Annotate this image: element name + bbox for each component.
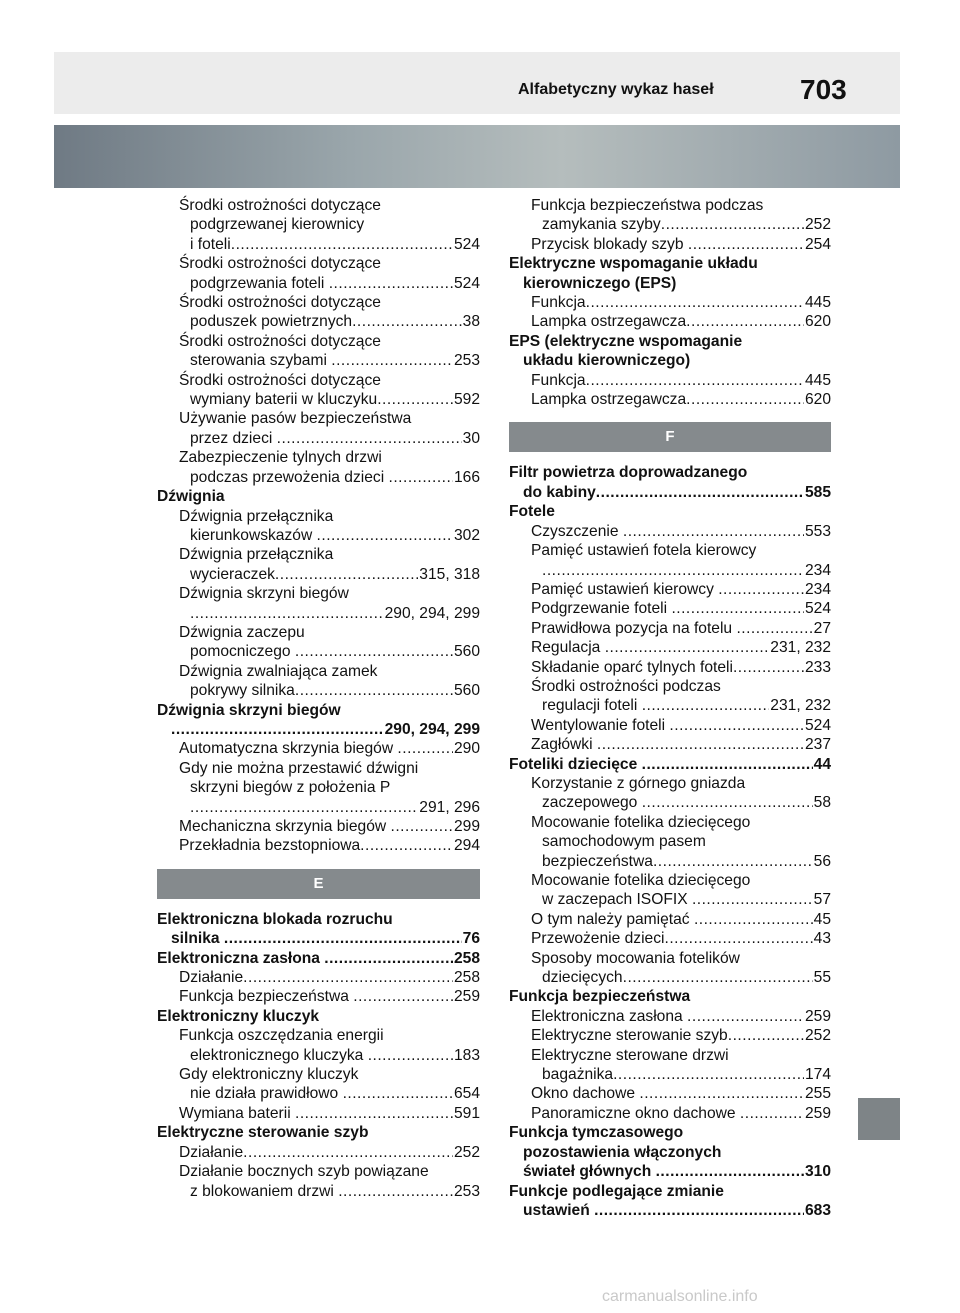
page-reference: 57 [813,891,831,909]
dot-leader [733,658,804,677]
index-entry-sub [509,910,831,929]
index-entry-sub [157,274,480,293]
dot-leader [669,716,804,735]
dot-leader [275,565,418,584]
index-entry-sub: Sposoby mocowania fotelików [531,949,740,967]
index-entry-sub [509,658,831,677]
index-entry-main: Elektryczne sterowanie szyb [157,1124,369,1142]
dot-leader [686,312,804,331]
page-reference: 253 [453,1182,480,1200]
index-entry-main: Filtr powietrza doprowadzanego [509,464,748,482]
dot-leader [397,739,453,758]
index-entry-sub: Środki ostrożności dotyczące [179,255,381,273]
index-entry-main: Elektroniczna blokada rozruchu [157,910,393,928]
entry-text: Elektryczne sterowanie szyb [531,1027,728,1045]
index-entry-sub [157,468,480,487]
index-entry-sub [157,1143,480,1162]
index-entry-main: kierowniczego (EPS) [523,274,677,292]
dot-leader [295,681,453,700]
page-reference: 524 [804,716,831,734]
page-reference: 252 [804,1027,831,1045]
dot-leader [295,642,453,661]
entry-text: dziecięcych [542,969,623,987]
index-entry-sub [157,390,480,409]
page-reference: 560 [453,682,480,700]
index-entry-sub: Dźwignia skrzyni biegów [179,585,349,603]
page-reference: 254 [804,235,831,253]
entry-text: pokrywy silnika [190,682,295,700]
entry-text: przez dzieci [190,429,277,447]
dot-leader [688,235,804,254]
dot-leader [605,638,770,657]
index-entry-sub [509,929,831,948]
index-entry-main: EPS (elektryczne wspomaganie [509,332,743,350]
index-entry-sub [509,619,831,638]
page-reference: 259 [453,988,480,1006]
index-entry-sub [509,580,831,599]
page-reference: 560 [453,643,480,661]
entry-text: Elektroniczna zasłona [531,1007,688,1025]
page-reference: 55 [813,969,831,987]
dot-leader [594,1201,804,1220]
page-reference: 231, 232 [770,639,831,657]
dot-leader [661,215,804,234]
index-entry-main [157,949,480,968]
entry-text: Wentylowanie foteli [531,716,670,734]
page-reference: 233 [804,658,831,676]
dot-leader [687,1007,804,1026]
index-column-right [509,196,831,1220]
dot-leader [656,1162,804,1181]
index-entry-main: Elektryczne wspomaganie układu [509,255,758,273]
dot-leader [331,351,453,370]
index-entry-sub [509,215,831,234]
dot-leader [317,526,453,545]
dot-leader [728,1026,804,1045]
index-entry-sub [157,681,480,700]
entry-text: Funkcja bezpieczeństwa [179,988,354,1006]
index-entry-sub [509,1026,831,1045]
index-entry-main: układu kierowniczego) [523,352,691,370]
page-reference: 259 [804,1104,831,1122]
entry-text: wycieraczek [190,565,275,583]
index-entry-sub [509,561,831,580]
index-entry-main: Funkcje podlegające zmianie [509,1182,724,1200]
dot-leader [224,929,462,948]
entry-text: świateł głównych [523,1163,656,1181]
page-reference: 524 [804,600,831,618]
index-entry-main [509,483,831,502]
page-reference: 553 [804,522,831,540]
index-entry-sub [157,429,480,448]
index-entry-sub [157,739,480,758]
page-reference: 524 [453,274,480,292]
entry-text: silnika [171,930,224,948]
index-entry-sub: samochodowym pasem [542,833,706,851]
index-entry-sub [157,235,480,254]
dot-leader [353,987,453,1006]
index-entry-sub [509,1007,831,1026]
index-entry-sub [509,852,831,871]
index-entry-main: Elektroniczny kluczyk [157,1007,320,1025]
dot-leader [368,1046,453,1065]
page-reference: 310 [804,1163,831,1181]
dot-leader [664,929,812,948]
index-entry-sub [157,1104,480,1123]
dot-leader [653,852,813,871]
index-entry-sub [157,565,480,584]
page-reference: 76 [462,930,480,948]
index-entry-sub [509,293,831,312]
entry-text: O tym należy pamiętać [531,910,694,928]
index-entry-main: Funkcja bezpieczeństwa [509,988,691,1006]
dot-leader [338,1182,453,1201]
dot-leader [190,798,418,817]
index-entry-sub: Dźwignia przełącznika [179,507,334,525]
dot-leader [243,968,453,987]
dot-leader [377,390,453,409]
page-reference: 294 [453,837,480,855]
page-reference: 258 [453,969,480,987]
dot-leader [586,371,804,390]
dot-leader [623,968,813,987]
index-entry-sub: Korzystanie z górnego gniazda [531,774,746,792]
entry-text: z blokowaniem drzwi [190,1182,339,1200]
entry-text: Lampka ostrzegawcza [531,313,687,331]
dot-leader [295,1104,453,1123]
page-reference: 258 [453,949,480,967]
page-reference: 174 [804,1066,831,1084]
dot-leader [243,1143,453,1162]
page-reference: 252 [453,1143,480,1161]
entry-text: elektronicznego kluczyka [190,1046,368,1064]
page-reference: 445 [804,294,831,312]
index-entry-sub: Działanie bocznych szyb powiązane [179,1163,429,1181]
entry-text: Przycisk blokady szyb [531,235,688,253]
dot-leader [329,274,453,293]
page-reference: 30 [462,429,480,447]
entry-text: Lampka ostrzegawcza [531,391,687,409]
index-entry-sub [157,987,480,1006]
index-entry-sub [157,642,480,661]
dot-leader [642,696,770,715]
index-entry-sub [157,1182,480,1201]
index-entry-sub [509,735,831,754]
index-entry-sub: Środki ostrożności dotyczące [179,294,381,312]
page-reference: 591 [453,1104,480,1122]
page-reference: 38 [462,313,480,331]
page-reference: 43 [813,930,831,948]
entry-text: zaczepowego [542,794,642,812]
index-entry-sub: Dźwignia przełącznika [179,546,334,564]
index-entry-sub: podgrzewanej kierownicy [190,216,365,234]
entry-text: bagażnika [542,1066,614,1084]
index-entry-sub [157,526,480,545]
index-entry-sub [157,604,480,623]
section-header: F [509,422,831,452]
dot-leader [171,720,384,739]
entry-text: poduszek powietrznych [190,313,353,331]
entry-text: Składanie oparć tylnych foteli [531,658,733,676]
page-reference: 654 [453,1085,480,1103]
page-reference: 290, 294, 299 [384,604,480,622]
dot-leader [596,483,804,502]
dot-leader [231,235,453,254]
index-entry-sub: Zabezpieczenie tylnych drzwi [179,449,382,467]
entry-text: zamykania szyby [542,216,661,234]
page-reference: 290, 294, 299 [384,720,480,738]
index-entry-sub [509,371,831,390]
index-entry-sub: Dźwignia zaczepu [179,623,305,641]
header-band [54,52,900,114]
index-entry-sub [509,390,831,409]
page-reference: 315, 318 [419,565,480,583]
page-reference: 592 [453,391,480,409]
index-entry-main [509,1162,831,1181]
index-entry-sub: Elektryczne sterowane drzwi [531,1046,729,1064]
index-entry-main [157,929,480,948]
index-entry-sub [157,817,480,836]
index-entry-sub: Używanie pasów bezpieczeństwa [179,410,412,428]
index-entry-sub [509,1084,831,1103]
dot-leader [542,561,804,580]
index-entry-sub [509,696,831,715]
index-entry-sub: skrzyni biegów z położenia P [190,779,391,797]
page-reference: 290 [453,740,480,758]
dot-leader [343,1084,453,1103]
index-entry-sub [509,1065,831,1084]
dot-leader [740,1104,804,1123]
index-entry-sub: Środki ostrożności dotyczące [179,371,381,389]
entry-text: do kabiny [523,483,596,501]
index-entry-sub [157,1046,480,1065]
page-number: 703 [800,74,847,105]
index-entry-sub: Gdy nie można przestawić dźwigni [179,759,419,777]
dot-leader [686,390,804,409]
index-entry-sub: Dźwignia zwalniająca zamek [179,662,378,680]
index-entry-sub [157,1084,480,1103]
dot-leader [613,1065,804,1084]
page-reference: 683 [804,1201,831,1219]
decorative-gradient-bar [54,125,900,188]
page-reference: 445 [804,371,831,389]
dot-leader [597,735,804,754]
section-header: E [157,869,480,899]
dot-leader [586,293,804,312]
index-entry-sub [509,1104,831,1123]
entry-text: pomocniczego [190,643,295,661]
page-reference: 166 [453,468,480,486]
dot-leader [642,793,813,812]
dot-leader [360,836,453,855]
page-reference: 183 [453,1046,480,1064]
index-entry-sub: Środki ostrożności dotyczące [179,197,381,214]
index-entry-sub [509,638,831,657]
page-reference: 255 [804,1085,831,1103]
index-entry-main [509,1201,831,1220]
chapter-tab [858,1098,900,1140]
dot-leader [277,429,462,448]
index-entry-sub [509,312,831,331]
entry-text: Wymiana baterii [179,1104,295,1122]
index-entry-main: Fotele [509,503,555,521]
entry-text: Regulacja [531,639,605,657]
index-entry-sub [509,716,831,735]
entry-text: Przewożenie dzieci [531,930,665,948]
entry-text: Przekładnia bezstopniowa [179,837,361,855]
entry-text: Zagłówki [531,736,597,754]
index-entry-main: Dźwignia [157,488,225,506]
index-entry-sub: Pamięć ustawień fotela kierowcy [531,542,757,560]
index-entry-sub [157,312,480,331]
index-entry-sub [509,968,831,987]
index-entry-sub: Funkcja oszczędzania energii [179,1027,384,1045]
index-entry-sub [157,351,480,370]
dot-leader [671,599,804,618]
dot-leader [352,312,462,331]
index-entry-main: pozostawienia włączonych [523,1143,722,1161]
page-reference: 620 [804,313,831,331]
entry-text: Panoramiczne okno dachowe [531,1104,740,1122]
page-reference: 58 [813,794,831,812]
index-entry-sub: Środki ostrożności podczas [531,677,721,695]
dot-leader [694,910,813,929]
page-reference: 585 [804,483,831,501]
dot-leader [692,890,813,909]
index-entry-sub [157,798,480,817]
index-entry-main [157,720,480,739]
page-reference: 253 [453,352,480,370]
dot-leader [718,580,804,599]
dot-leader [324,949,453,968]
page-header-title: Alfabetyczny wykaz haseł [518,81,714,98]
index-entry-sub: Gdy elektroniczny kluczyk [179,1066,359,1084]
entry-text: Działanie [179,1143,244,1161]
dot-leader [389,468,453,487]
index-entry-sub [509,522,831,541]
page-reference: 231, 232 [770,697,831,715]
page-reference: 237 [804,736,831,754]
index-entry-sub: Środki ostrożności dotyczące [179,332,381,350]
page-reference: 234 [804,561,831,579]
entry-text: Funkcja [531,294,586,312]
page-reference: 524 [453,235,480,253]
dot-leader [736,619,812,638]
index-entry-main: Dźwignia skrzyni biegów [157,701,341,719]
index-column-left [157,196,480,1201]
entry-text: Foteliki dziecięce [509,755,642,773]
entry-text: kierunkowskazów [190,526,317,544]
entry-text: podgrzewania foteli [190,274,329,292]
entry-text: Automatyczna skrzynia biegów [179,740,398,758]
index-entry-sub [157,968,480,987]
entry-text: w zaczepach ISOFIX [542,891,692,909]
entry-text: ustawień [523,1201,595,1219]
entry-text: sterowania szybami [190,352,332,370]
entry-text: Podgrzewanie foteli [531,600,672,618]
entry-text: nie działa prawidłowo [190,1085,343,1103]
index-entry-main: Funkcja tymczasowego [509,1124,684,1142]
index-entry-sub: Funkcja bezpieczeństwa podczas [531,197,764,214]
index-entry-sub [509,793,831,812]
dot-leader [390,817,452,836]
page-reference: 299 [453,818,480,835]
entry-text: wymiany baterii w kluczyku [190,391,378,409]
entry-text: Działanie [179,969,244,987]
index-entry-main [509,755,831,774]
entry-text: Pamięć ustawień kierowcy [531,580,719,598]
entry-text: Elektroniczna zasłona [157,949,325,967]
page-reference: 234 [804,580,831,598]
page-reference: 56 [813,852,831,870]
entry-text: Prawidłowa pozycja na fotelu [531,619,737,637]
page-reference: 44 [813,755,831,773]
entry-text: Czyszczenie [531,522,623,540]
page-reference: 27 [813,619,831,637]
dot-leader [642,755,813,774]
entry-text: Funkcja [531,371,586,389]
entry-text: podczas przewożenia dzieci [190,468,389,486]
entry-text: i foteli [190,235,231,253]
entry-text: Okno dachowe [531,1085,640,1103]
entry-text: regulacji foteli [542,697,642,715]
index-entry-sub [509,599,831,618]
index-entry-sub [509,235,831,254]
dot-leader [190,604,384,623]
watermark: carmanualsonline.info [602,1288,758,1305]
page-reference: 252 [804,216,831,234]
page-reference: 620 [804,391,831,409]
page-reference: 302 [453,526,480,544]
entry-text: Mechaniczna skrzynia biegów [179,818,391,835]
page-reference: 291, 296 [419,798,480,816]
index-entry-sub [509,890,831,909]
page-reference: 45 [813,910,831,928]
index-entry-sub: Mocowanie fotelika dziecięcego [531,813,751,831]
dot-leader [639,1084,804,1103]
index-entry-sub [157,836,480,855]
page-reference: 259 [804,1007,831,1025]
dot-leader [623,522,804,541]
entry-text: bezpieczeństwa [542,852,653,870]
index-entry-sub: Mocowanie fotelika dziecięcego [531,872,751,889]
